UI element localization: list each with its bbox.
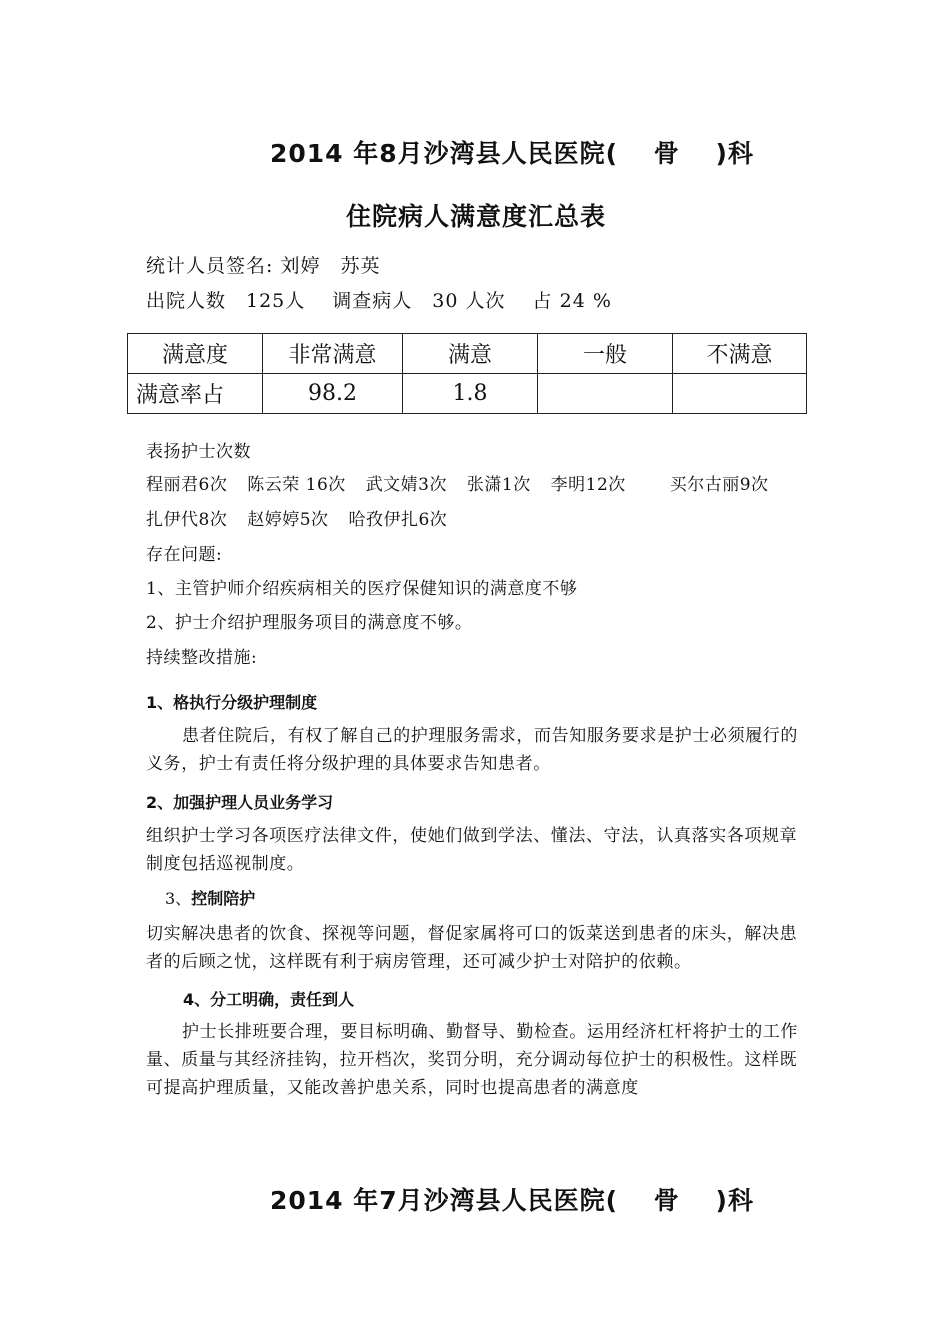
report-subtitle: 住院病人满意度汇总表 [346,202,607,231]
problems-title: 存在问题: [146,545,223,565]
measure-3-number: 3、 [165,889,192,908]
list-item: 赵婷婷5次 [247,510,329,530]
table-header-row [128,334,807,374]
measure-4-heading: 4、分工明确，责任到人 [183,990,355,1009]
praise-title: 表扬护士次数 [146,442,251,462]
next-report-title: 2014 年7月沙湾县人民医院( 骨 )科 [270,1186,754,1215]
list-item: 扎伊代8次 [146,510,228,530]
table-cell: 1.8 [403,374,538,414]
measure-2-text: 组织护士学习各项医疗法律文件，使她们做到学法、懂法、守法，认真落实各项规章制度包括巡视制度。 [146,826,798,874]
problem-item-2: 2、护士介绍护理服务项目的满意度不够。 [146,613,473,633]
table-row-label: 满意率占 [128,374,263,414]
table-header-cell: 非常满意 [263,334,403,374]
table-row [128,374,807,414]
praise-row-1 [146,470,783,495]
list-item: 张潇1次 [466,475,531,495]
measure-1-text: 患者住院后，有权了解自己的护理服务需求，而告知服务要求是护士必须履行的义务，护士有责任将分级护理的具体要求告知患者。 [146,726,798,774]
list-item: 程丽君6次 [146,475,228,495]
measures-title: 持续整改措施: [146,648,258,668]
measure-3-heading [165,886,255,909]
measure-3-title: 控制陪护 [191,889,256,908]
table-header-cell: 满意 [403,334,538,374]
praise-row-2 [146,505,461,530]
problem-item-1: 1、主管护师介绍疾病相关的医疗保健知识的满意度不够 [146,579,578,599]
list-item: 李明12次 [550,475,626,495]
report-title: 2014 年8月沙湾县人民医院( 骨 )科 [270,139,754,168]
list-item: 陈云荣 16次 [247,475,346,495]
measure-1-heading: 1、格执行分级护理制度 [146,693,318,712]
signers-line: 统计人员签名: 刘婷 苏英 [146,255,381,277]
list-item: 武文婧3次 [365,475,448,495]
measure-4-text: 护士长排班要合理，要目标明确、勤督导、勤检查。运用经济杠杆将护士的工作量、质量与其经济挂钩，拉开档次，奖罚分明，充分调动每位护士的积极性。这样既可提高护理质量，又能改善护患关系，同时也提高患者的满意度 [146,1022,798,1098]
measure-3-text: 切实解决患者的饮食、探视等问题，督促家属将可口的饭菜送到患者的床头，解决患者的后顾之忧，这样既有利于病房管理，还可减少护士对陪护的依赖。 [146,924,798,972]
table-header-cell: 满意度 [128,334,263,374]
list-item: 哈孜伊扎6次 [348,510,448,530]
list-item: 买尔古丽9次 [669,475,769,495]
table-cell [538,374,673,414]
table-cell: 98.2 [263,374,403,414]
measure-2-heading: 2、加强护理人员业务学习 [146,793,334,812]
table-header-cell: 不满意 [673,334,807,374]
satisfaction-table [127,333,807,414]
table-cell [673,374,807,414]
table-header-cell: 一般 [538,334,673,374]
stats-line: 出院人数 125人 调查病人 30 人次 占 24 % [146,290,612,312]
